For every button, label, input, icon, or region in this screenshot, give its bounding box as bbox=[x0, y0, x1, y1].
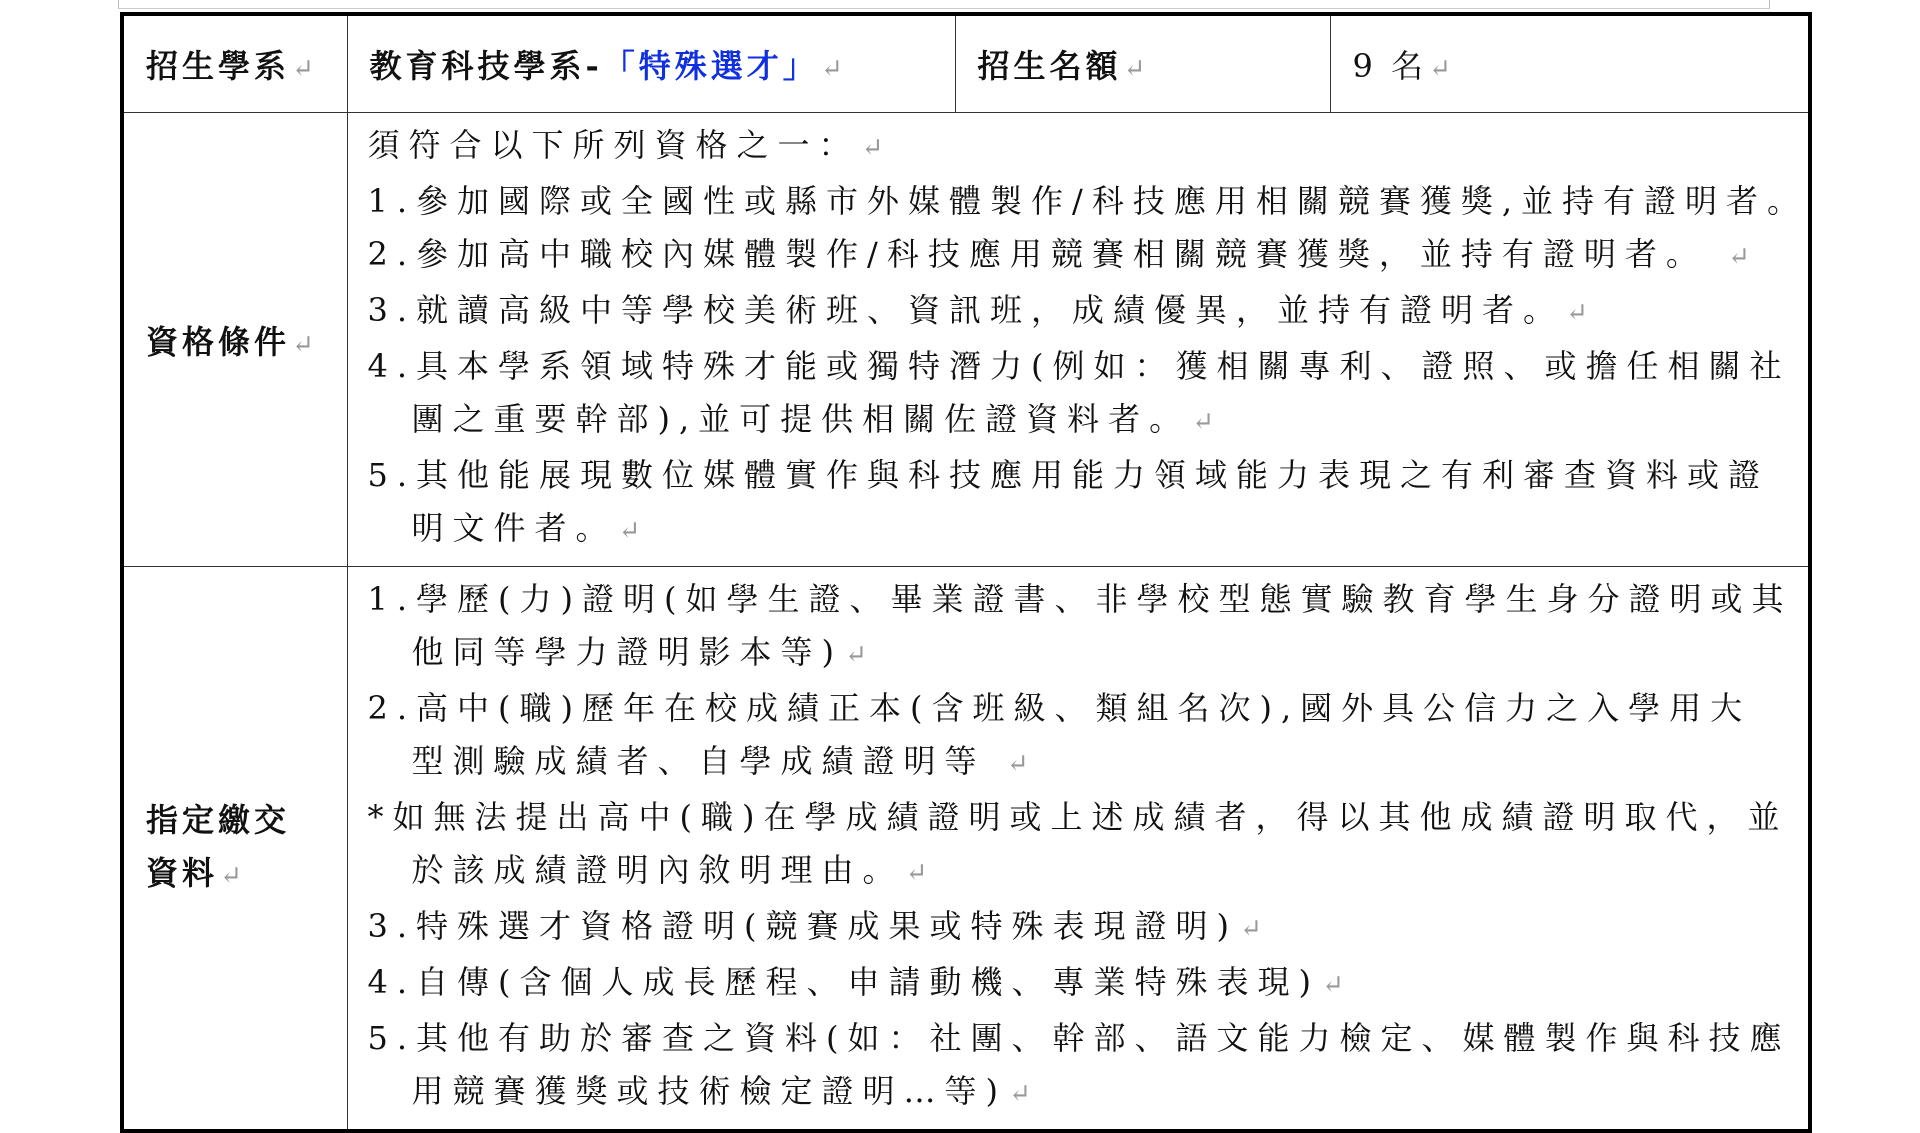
documents-line: 5.其他有助於審查之資料(如：社團、幹部、語文能力檢定、媒體製作與科技應 bbox=[367, 1019, 1791, 1057]
documents-line: 於該成績證明內敘明理由。 ↵ bbox=[368, 844, 1809, 900]
qualifications-line: 1.參加國際或全國性或縣市外媒體製作/科技應用相關競賽獲獎,並持有證明者。 bbox=[367, 182, 1808, 220]
documents-line: 1.學歷(力)證明(如學生證、畢業證書、非學校型態實驗教育學生身分證明或其 bbox=[367, 580, 1793, 618]
documents-line: 2.高中(職)歷年在校成績正本(含班級、類組名次),國外具公信力之入學用大 bbox=[367, 689, 1752, 727]
documents-line: 他同等學力證明影本等) ↵ bbox=[368, 626, 1809, 682]
qualifications-content bbox=[347, 113, 1810, 567]
documents-label-line1: 指定繳交 bbox=[146, 800, 291, 839]
dept-prefix: 教育科技學系- bbox=[369, 47, 603, 85]
documents-line: 用競賽獲獎或技術檢定證明…等) ↵ bbox=[368, 1065, 1809, 1121]
documents-line: 4.自傳(含個人成長歷程、申請動機、專業特殊表現) ↵ bbox=[368, 956, 1809, 1012]
page-edge bbox=[118, 0, 1770, 9]
qualifications-line: 須符合以下所列資格之一： ↵ bbox=[368, 119, 1809, 175]
documents-line: 型測驗成績者、自學成績證明等 ↵ bbox=[368, 735, 1809, 791]
dept-label-cell bbox=[122, 14, 347, 113]
admission-table bbox=[120, 12, 1812, 1133]
dept-value-cell bbox=[347, 14, 955, 113]
documents-label-line2: 資料 ↵ bbox=[146, 854, 246, 892]
quota-label: 招生名額 ↵ bbox=[978, 47, 1150, 85]
documents-content bbox=[347, 567, 1810, 1132]
documents-line: *如無法提出高中(職)在學成績證明或上述成績者，得以其他成績證明取代，並 bbox=[367, 798, 1789, 836]
qualifications-row bbox=[122, 113, 1810, 567]
qualifications-line: 團之重要幹部),並可提供相關佐證資料者。 ↵ bbox=[368, 393, 1809, 449]
qualifications-line: 明文件者。 ↵ bbox=[368, 502, 1809, 558]
dept-label: 招生學系 ↵ bbox=[146, 47, 318, 85]
quota-label-cell bbox=[955, 14, 1330, 113]
qualifications-line: 4.具本學系領域特殊才能或獨特潛力(例如：獲相關專利、證照、或擔任相關社 bbox=[367, 347, 1791, 385]
documents-label-cell bbox=[122, 567, 347, 1132]
qualifications-line: 2.參加高中職校內媒體製作/科技應用競賽相關競賽獲獎，並持有證明者。 ↵ bbox=[368, 228, 1809, 284]
header-row bbox=[122, 14, 1810, 113]
qualifications-label-cell bbox=[122, 113, 347, 567]
qualifications-label: 資格條件 ↵ bbox=[146, 323, 318, 361]
documents-row bbox=[122, 567, 1810, 1132]
qualifications-line: 3.就讀高級中等學校美術班、資訊班，成績優異，並持有證明者。 ↵ bbox=[368, 284, 1809, 340]
qualifications-line: 5.其他能展現數位媒體實作與科技應用能力領域能力表現之有利審查資料或證 bbox=[367, 456, 1770, 494]
documents-line: 3.特殊選才資格證明(競賽成果或特殊表現證明) ↵ bbox=[368, 900, 1809, 956]
dept-highlight: 「特殊選才」 ↵ bbox=[603, 47, 847, 85]
quota-value: 9 名 ↵ bbox=[1353, 47, 1455, 85]
quota-value-cell bbox=[1330, 14, 1810, 113]
